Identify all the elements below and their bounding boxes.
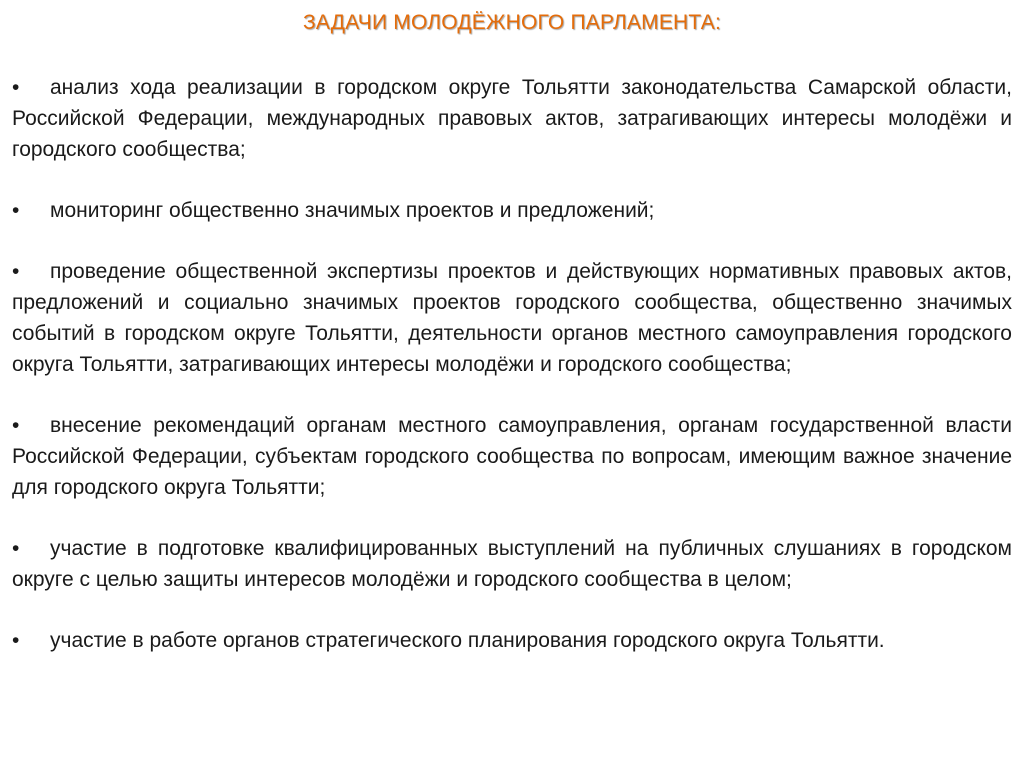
slide-title: ЗАДАЧИ МОЛОДЁЖНОГО ПАРЛАМЕНТА: [303, 11, 721, 34]
bullet-icon: • [12, 260, 20, 283]
task-text: мониторинг общественно значимых проектов и предложений; [50, 199, 655, 222]
bullet-icon: • [12, 537, 20, 560]
task-text: внесение рекомендаций органам местного самоуправления, органам государственной власти Российской Федерации, субъектам городского сообщества по вопросам, имеющим важное значение для городского округа Тольятти; [12, 414, 1012, 499]
task-text: анализ хода реализации в городском округе Тольятти законодательства Самарской области, Российской Федерации, международных правовых актов, затрагивающих интересы молодёжи и городского сообщества; [12, 76, 1012, 161]
bullet-icon: • [12, 414, 20, 437]
task-text: участие в работе органов стратегического планирования городского округа Тольятти. [50, 629, 885, 652]
task-item [12, 72, 1012, 165]
bullet-icon: • [12, 76, 20, 99]
task-text: проведение общественной экспертизы проектов и действующих нормативных правовых актов, предложений и социально значимых проектов городского сообщества, общественно значимых событий в городском округе Тольятти, деятельности органов местного самоуправления городского округа Тольятти, затрагивающих интересы молодёжи и городского сообщества; [12, 260, 1012, 376]
task-text: участие в подготовке квалифицированных выступлений на публичных слушаниях в городском округе с целью защиты интересов молодёжи и городского сообщества в целом; [12, 537, 1012, 591]
task-item [12, 625, 1012, 656]
task-item [12, 256, 1012, 380]
task-item [12, 533, 1012, 595]
bullet-icon: • [12, 629, 20, 652]
bullet-icon: • [12, 199, 20, 222]
task-list [12, 72, 1012, 686]
task-item [12, 195, 1012, 226]
task-item [12, 410, 1012, 503]
